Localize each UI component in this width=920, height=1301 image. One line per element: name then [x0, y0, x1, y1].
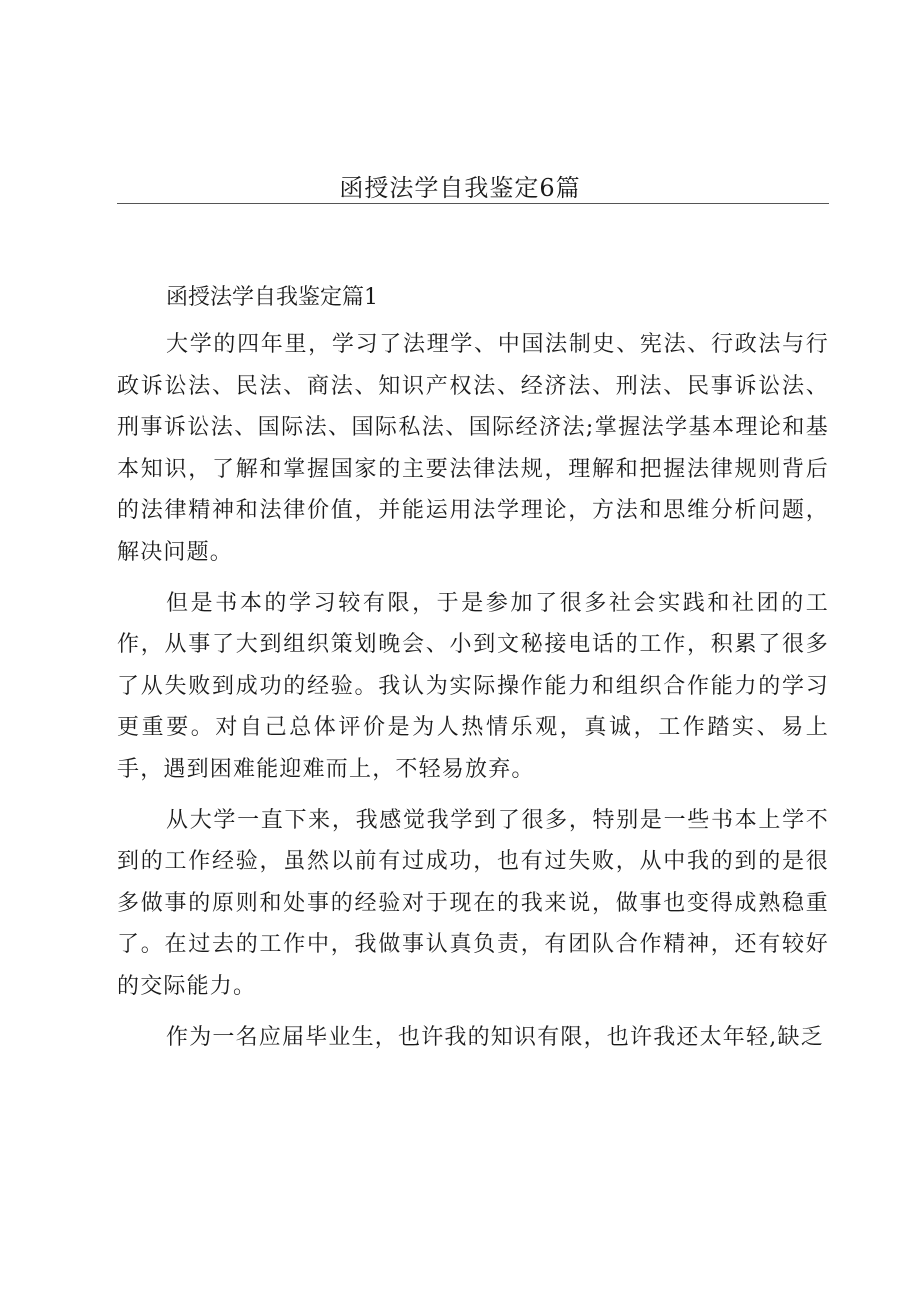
section-heading: 函授法学自我鉴定篇1: [166, 285, 378, 310]
paragraph: 作为一名应届毕业生，也许我的知识有限，也许我还太年轻,缺乏: [166, 1024, 824, 1050]
document-title: 函授法学自我鉴定6篇: [339, 174, 581, 202]
paragraph: 但是书本的学习较有限，于是参加了很多社会实践和社团的工作，从事了大到组织策划晚会、小到文秘接电话的工作，积累了很多了从失败到成功的经验。我认为实际操作能力和组织合作能力的学习更重要。对自己总体评价是为人热情乐观，真诚，工作踏实、易上手，遇到困难能迎难而上，不轻易放弃。: [117, 590, 829, 782]
title-underline: [117, 203, 829, 204]
document-body: [117, 324, 829, 1058]
paragraph: 从大学一直下来，我感觉我学到了很多，特别是一些书本上学不到的工作经验，虽然以前有过成功，也有过失败，从中我的到的是很多做事的原则和处事的经验对于现在的我来说，做事也变得成熟稳重了。在过去的工作中，我做事认真负责，有团队合作精神，还有较好的交际能力。: [117, 807, 829, 999]
paragraph: 大学的四年里，学习了法理学、中国法制史、宪法、行政法与行政诉讼法、民法、商法、知识产权法、经济法、刑法、民事诉讼法、刑事诉讼法、国际法、国际私法、国际经济法;掌握法学基本理论和基本知识，了解和掌握国家的主要法律法规，理解和把握法律规则背后的法律精神和法律价值，并能运用法学理论，方法和思维分析问题，解决问题。: [117, 332, 829, 565]
